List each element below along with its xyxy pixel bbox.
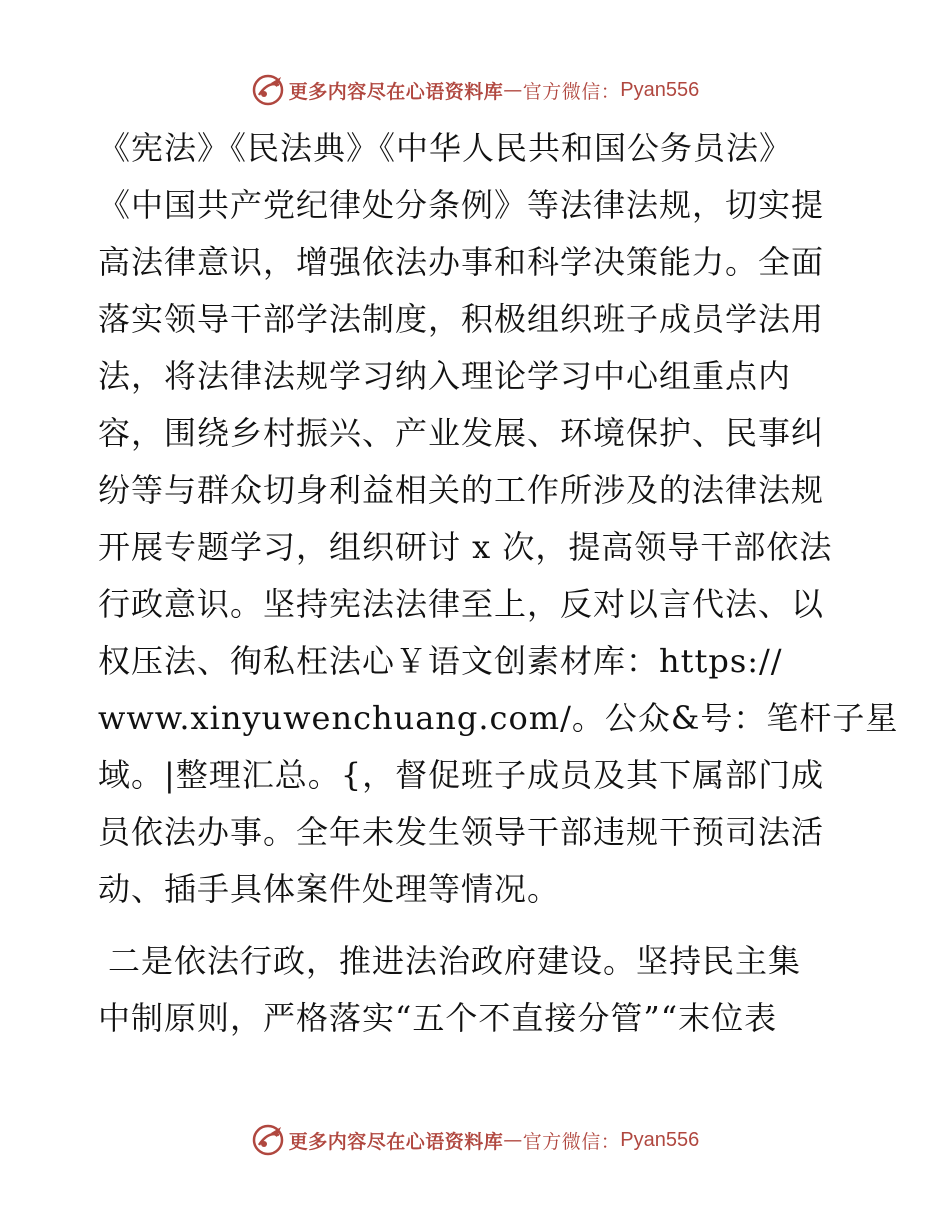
- text-line: 员依法办事。全年未发生领导干部违规干预司法活: [98, 813, 825, 851]
- watermark-wx-id: Pyan556: [620, 1128, 700, 1151]
- paragraph-2: [98, 933, 858, 1047]
- paragraph-1: [98, 120, 899, 918]
- text-line: 《中国共产党纪律处分条例》等法律法规，切实提: [98, 186, 825, 224]
- watermark-wx-id: Pyan556: [620, 78, 700, 101]
- pen-logo-icon: [251, 1123, 285, 1157]
- watermark-main-text: 更多内容尽在心语资料库: [288, 80, 504, 103]
- text-line: 高法律意识，增强依法办事和科学决策能力。全面: [98, 243, 825, 281]
- watermark-wx-label: 官方微信：: [522, 1130, 621, 1153]
- text-line: 权压法、徇私枉法心￥语文创素材库：https://: [98, 642, 783, 680]
- watermark-banner-top: [0, 70, 950, 110]
- watermark-dash: —: [503, 79, 523, 101]
- text-line: www.xinyuwenchuang.com/。公众&号：笔杆子星: [98, 699, 899, 737]
- text-line: 域。|整理汇总。{，督促班子成员及其下属部门成: [98, 756, 825, 794]
- watermark-dash: —: [503, 1129, 523, 1151]
- text-line: 二是依法行政，推进法治政府建设。坚持民主集: [108, 942, 802, 980]
- watermark-wx-label: 官方微信：: [522, 80, 621, 103]
- watermark-main-text: 更多内容尽在心语资料库: [288, 1130, 504, 1153]
- text-line: 容，围绕乡村振兴、产业发展、环境保护、民事纠: [98, 414, 825, 452]
- pen-logo-icon: [251, 73, 285, 107]
- text-line: 法，将法律法规学习纳入理论学习中心组重点内: [98, 357, 792, 395]
- text-line: 落实领导干部学法制度，积极组织班子成员学法用: [98, 300, 825, 338]
- text-line: 纷等与群众切身利益相关的工作所涉及的法律法规: [98, 471, 825, 509]
- text-line: 行政意识。坚持宪法法律至上，反对以言代法、以: [98, 585, 825, 623]
- watermark-banner-bottom: [0, 1120, 950, 1160]
- text-line: 开展专题学习，组织研讨 x 次，提高领导干部依法: [98, 528, 833, 566]
- text-line: 动、插手具体案件处理等情况。: [98, 870, 561, 908]
- paragraph-gap: [98, 918, 858, 933]
- text-line: 中制原则，严格落实“五个不直接分管”“末位表: [98, 999, 778, 1037]
- text-line: 《宪法》《民法典》《中华人民共和国公务员法》: [98, 129, 793, 167]
- document-body: [98, 120, 899, 1047]
